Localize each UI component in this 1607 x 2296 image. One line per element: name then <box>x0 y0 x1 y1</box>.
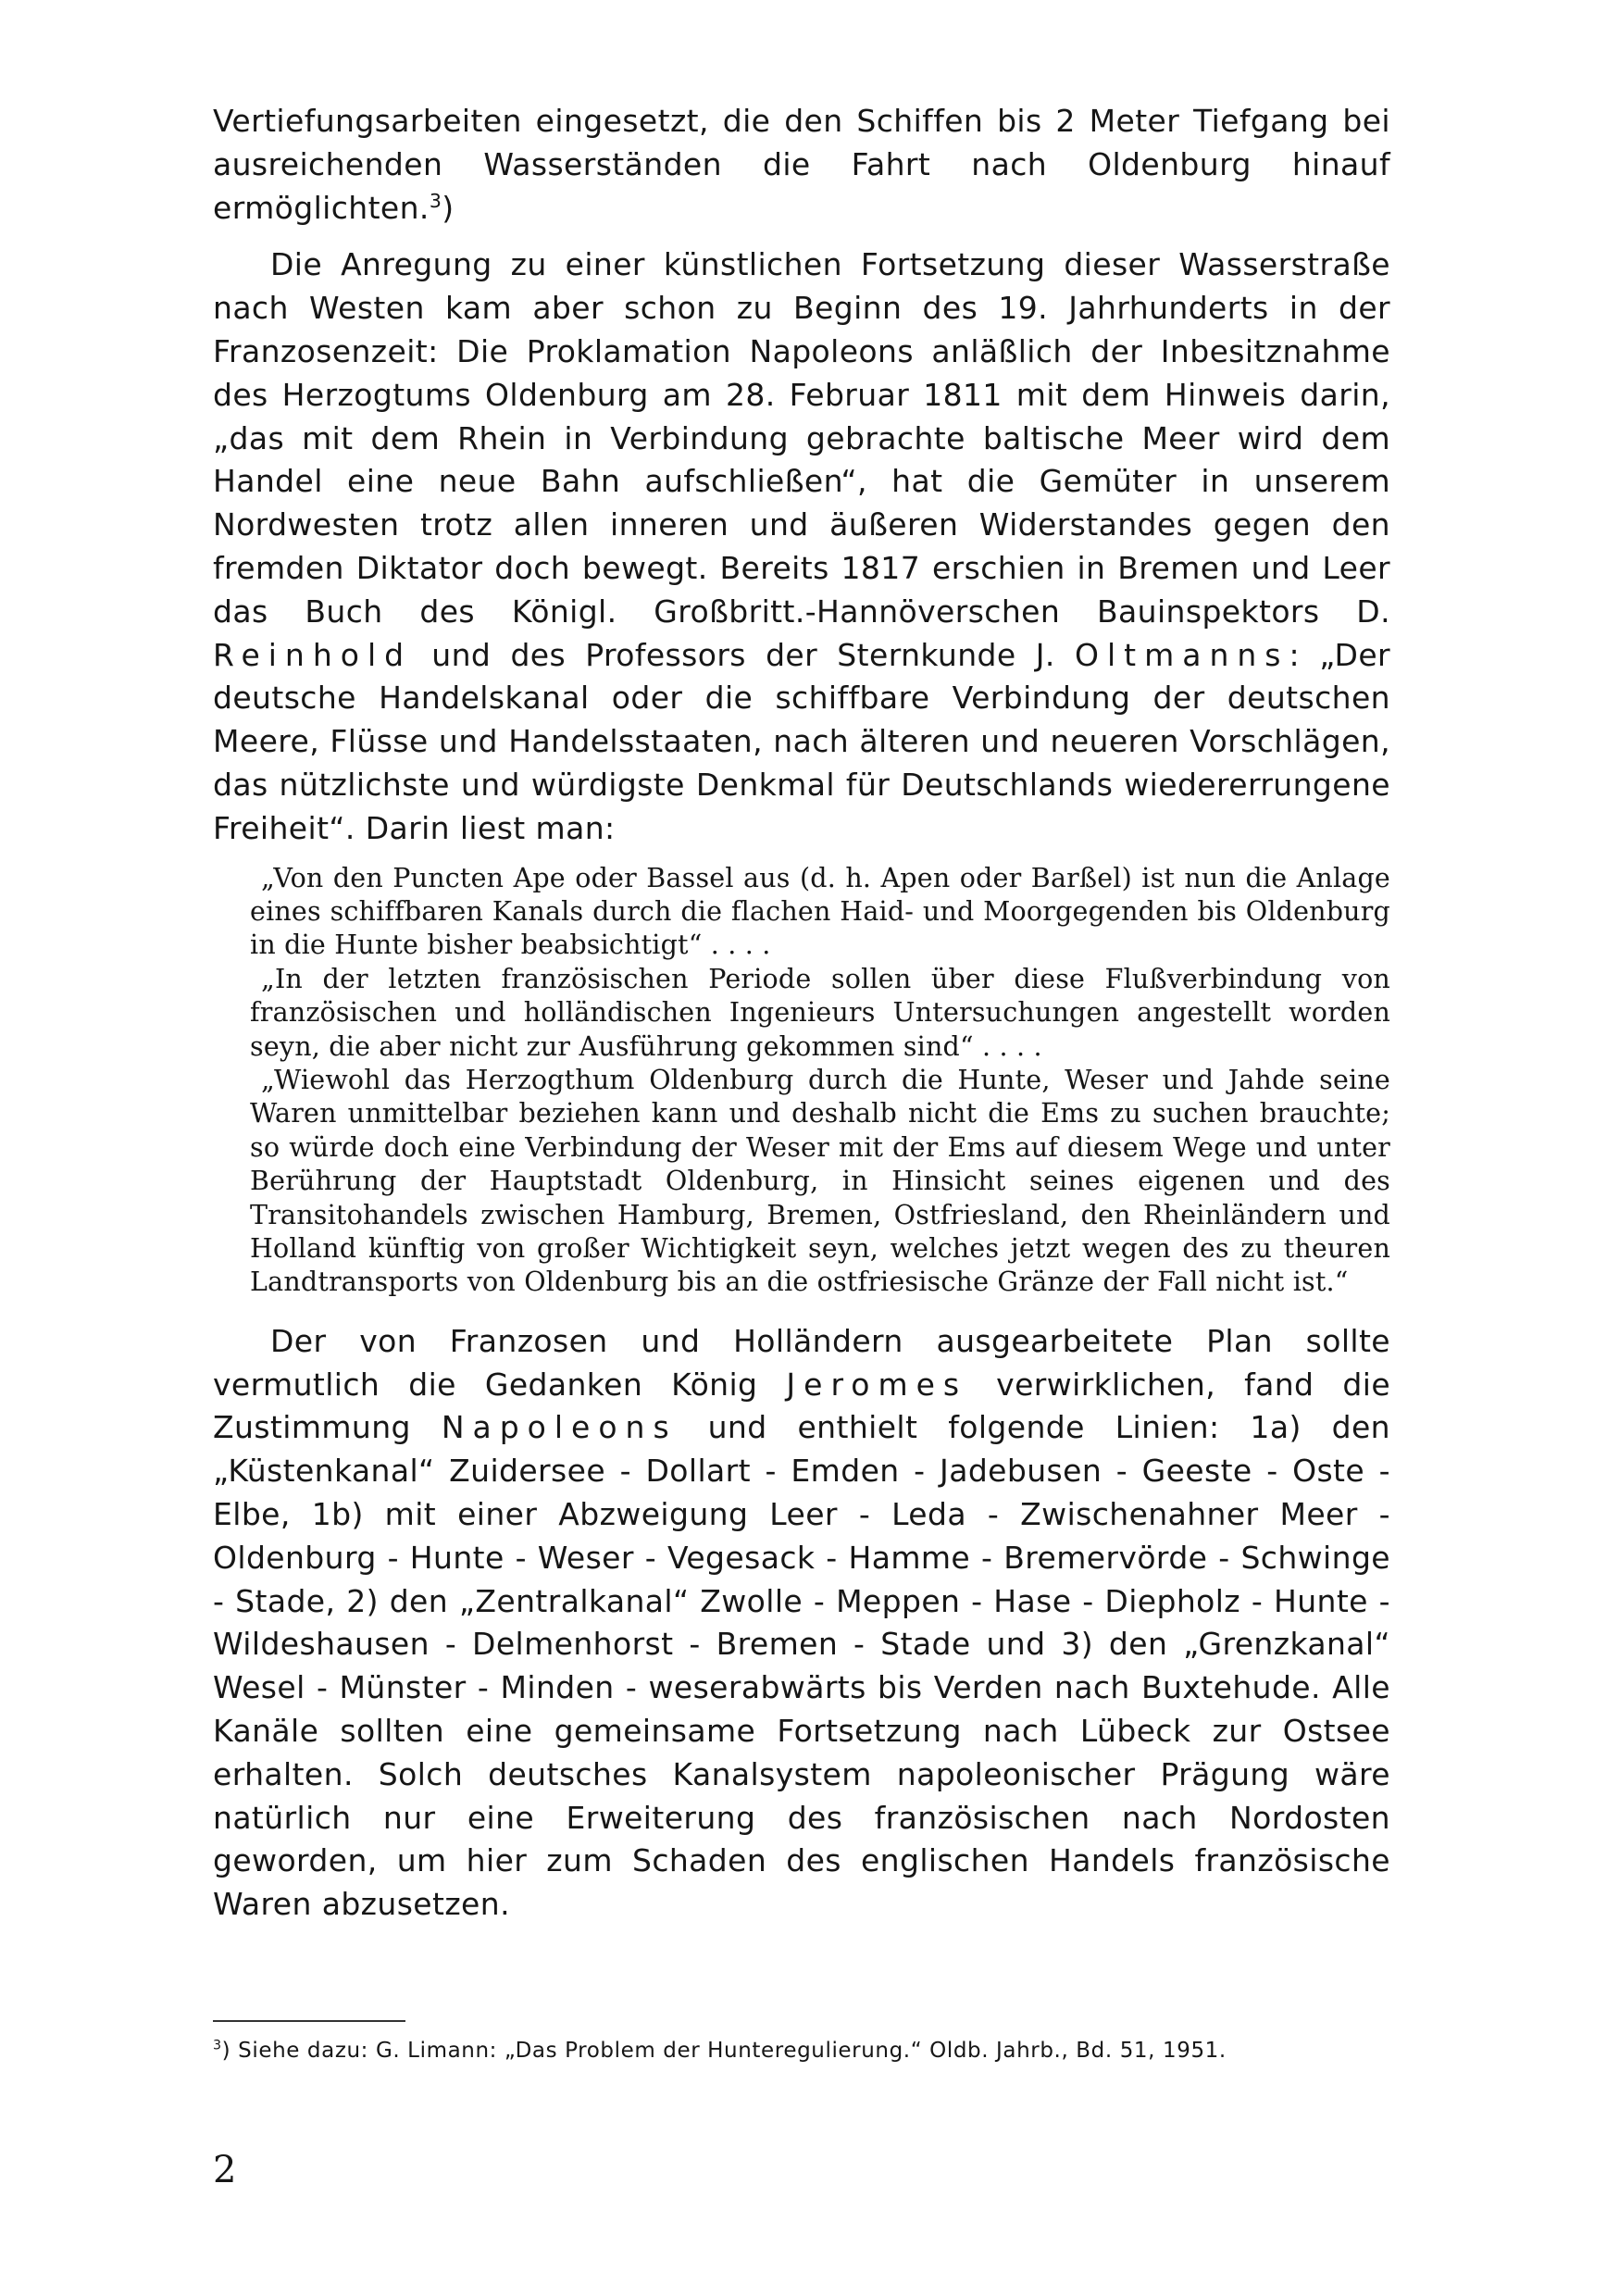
footnote-ref-close: ) <box>442 189 455 226</box>
page-content <box>213 100 1390 1927</box>
paragraph-3-text-a: Der von Franzosen und Holländern ausgearbeitete Plan sollte vermutlich die Gedanken König <box>213 1322 1390 1403</box>
paragraph-1 <box>213 100 1390 230</box>
page-number: 2 <box>213 2149 237 2191</box>
footnote <box>213 2037 1390 2065</box>
block-quote <box>250 862 1390 1300</box>
footnote-marker: 3 <box>213 2038 222 2053</box>
quote-part-2: „In der letzten französischen Periode sollen über diese Flußverbindung von französischen und holländischen Ingenieurs Untersuchungen angestellt worden seyn, die aber nicht zur Ausführung gekommen sind“ . . . . <box>250 963 1390 1062</box>
author-name-oltmanns: Oltmanns <box>1075 636 1289 673</box>
name-jeromes: Jeromes <box>786 1366 968 1403</box>
quote-part-3: „Wiewohl das Herzogthum Oldenburg durch die Hunte, Weser und Jahde seine Waren unmittelbar beziehen kann und deshalb nicht die Ems zu suchen brauchte; so würde doch eine Verbindung der Weser mit der Ems auf diesem Wege und unter Berührung der Hauptstadt Oldenburg, in Hinsicht seines eigenen und des Transitohandels zwischen Hamburg, Bremen, Ostfriesland, den Rheinländern und Holland künftig von großer Wichtigkeit seyn, welches jetzt wegen des zu theuren Landtransports von Oldenburg bis an die ostfriesische Gränze der Fall nicht ist.“ <box>250 1064 1390 1298</box>
paragraph-2-text-a: Die Anregung zu einer künstlichen Fortsetzung dieser Wasserstraße nach Westen kam aber schon zu Beginn des 19. Jahrhunderts in der Franzosenzeit: Die Proklamation Napoleons anläßlich der Inbesitznahme des Herzogtums Oldenburg am 28. Februar 1811 mit dem Hinweis darin, „das mit dem Rhein in Verbindung gebrachte baltische Meer wird dem Handel eine neue Bahn aufschließen“, hat die Gemüter in unserem Nordwesten trotz allen inneren und äußeren Widerstandes gegen den fremden Diktator doch bewegt. Bereits 1817 erschien in Bremen und Leer das Buch des Königl. Großbritt.-Hannöverschen Bauinspektors D. <box>213 246 1390 630</box>
paragraph-2-text-b: und des Professors der Sternkunde J. <box>431 636 1055 673</box>
paragraph-2-text-c: : „Der deutsche Handelskanal oder die schiffbare Verbindung der deutschen Meere, Flüsse und Handelsstaaten, nach älteren und neueren Vorschlägen, das nützlichste und würdigste Denkmal für Deutschlands wiedererrungene Freiheit“. Darin liest man: <box>213 636 1391 846</box>
paragraph-1-text: Vertiefungsarbeiten eingesetzt, die den Schiffen bis 2 Meter Tiefgang bei ausreichenden Wasserständen die Fahrt nach Oldenburg hinauf ermöglichten. <box>213 103 1390 226</box>
author-name-reinhold: Reinhold <box>213 636 413 673</box>
paragraph-3-text-c: und enthielt folgende Linien: 1a) den „Küstenkanal“ Zuidersee - Dollart - Emden - Jadebusen - Geeste - Oste - Elbe, 1b) mit einer Abzweigung Leer - Leda - Zwischenahner Meer - Oldenburg - Hunte - Weser - Vegesack - Hamme - Bremervörde - Schwinge - Stade, 2) den „Zentralkanal“ Zwolle - Meppen - Hase - Diepholz - Hunte - Wildeshausen - Delmenhorst - Bremen - Stade und 3) den „Grenzkanal“ Wesel - Münster - Minden - weserabwärts bis Verden nach Buxtehude. Alle Kanäle sollten eine gemeinsame Fortsetzung nach Lübeck zur Ostsee erhalten. Solch deutsches Kanalsystem napoleonischer Prägung wäre natürlich nur eine Erweiterung des französischen nach Nordosten geworden, um hier zum Schaden des englischen Handels französische Waren abzusetzen. <box>213 1409 1390 1923</box>
footnote-divider <box>213 2020 405 2022</box>
name-napoleons: Napoleons <box>441 1409 678 1446</box>
paragraph-3-text-b: verwirklichen, fand die Zustimmung <box>213 1366 1391 1446</box>
paragraph-3 <box>213 1320 1390 1927</box>
footnote-ref: 3 <box>429 189 442 212</box>
footnote-text: ) Siehe dazu: G. Limann: „Das Problem der Hunteregulierung.“ Oldb. Jahrb., Bd. 51, 1951. <box>221 2039 1227 2063</box>
quote-part-1: „Von den Puncten Ape oder Bassel aus (d. h. Apen oder Barßel) ist nun die Anlage eines schiffbaren Kanals durch die flachen Haid- und Moorgegenden bis Oldenburg in die Hunte bisher beabsichtigt“ . . . . <box>250 862 1390 961</box>
paragraph-2 <box>213 243 1390 850</box>
